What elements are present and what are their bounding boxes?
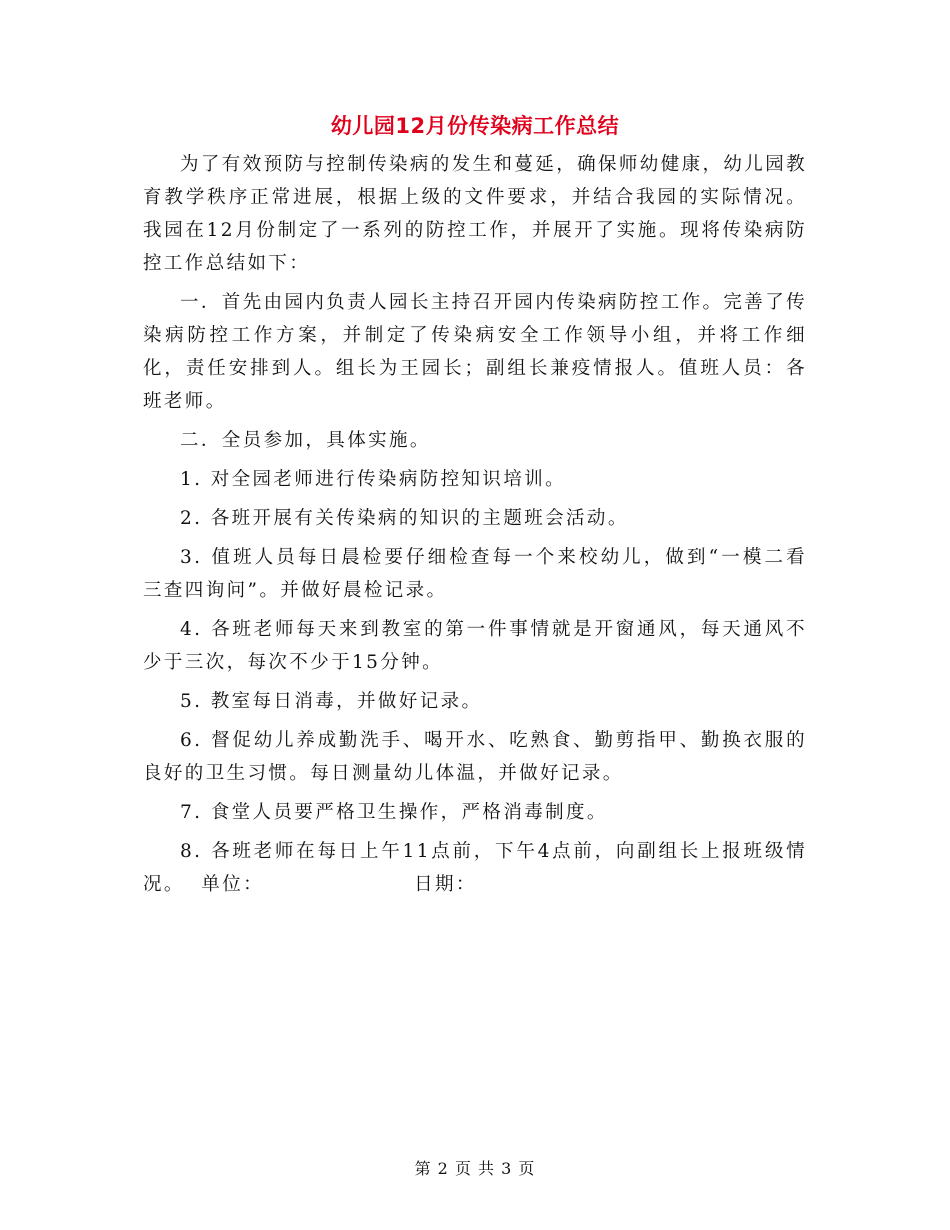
list-item: 1. 对全园老师进行传染病防控知识培训。 bbox=[180, 469, 567, 490]
list-item: 2. 各班开展有关传染病的知识的主题班会活动。 bbox=[180, 508, 629, 529]
list-item-text: 8. 各班老师在每日上午11点前，下午4点前，向副组长上报班级情况。 bbox=[143, 841, 807, 895]
document-title: 幼儿园12月份传染病工作总结 bbox=[330, 114, 620, 138]
document-body bbox=[143, 148, 807, 907]
section-two-heading: 二．全员参加，具体实施。 bbox=[180, 430, 431, 451]
list-item: 3. 值班人员每日晨检要仔细检查每一个来校幼儿，做到“一模二看三查四询问”。并做好晨检记录。 bbox=[143, 547, 807, 601]
page-number: 第 2 页 共 3 页 bbox=[414, 1159, 536, 1178]
date-label: 日期： bbox=[414, 874, 477, 895]
signature-spacer bbox=[185, 874, 202, 895]
section-one-paragraph: 一．首先由园内负责人园长主持召开园内传染病防控工作。完善了传染病防控工作方案，并制定了传染病安全工作领导小组，并将工作细化，责任安排到人。组长为王园长；副组长兼疫情报人。值班人员：各班老师。 bbox=[143, 292, 808, 412]
list-item: 5. 教室每日消毒，并做好记录。 bbox=[180, 691, 483, 712]
intro-paragraph: 为了有效预防与控制传染病的发生和蔓延，确保师幼健康，幼儿园教育教学秩序正常进展，根据上级的文件要求，并结合我园的实际情况。我园在12月份制定了一系列的防控工作，并展开了实施。现将传染病防控工作总结如下： bbox=[143, 154, 808, 274]
unit-label: 单位： bbox=[201, 874, 265, 895]
list-item-last bbox=[143, 835, 807, 901]
list-item: 7. 食堂人员要严格卫生操作，严格消毒制度。 bbox=[180, 802, 608, 823]
list-item: 4. 各班老师每天来到教室的第一件事情就是开窗通风，每天通风不少于三次，每次不少于15分钟。 bbox=[143, 619, 807, 673]
list-item: 6. 督促幼儿养成勤洗手、喝开水、吃熟食、勤剪指甲、勤换衣服的良好的卫生习惯。每日测量幼儿体温，并做好记录。 bbox=[143, 730, 807, 784]
